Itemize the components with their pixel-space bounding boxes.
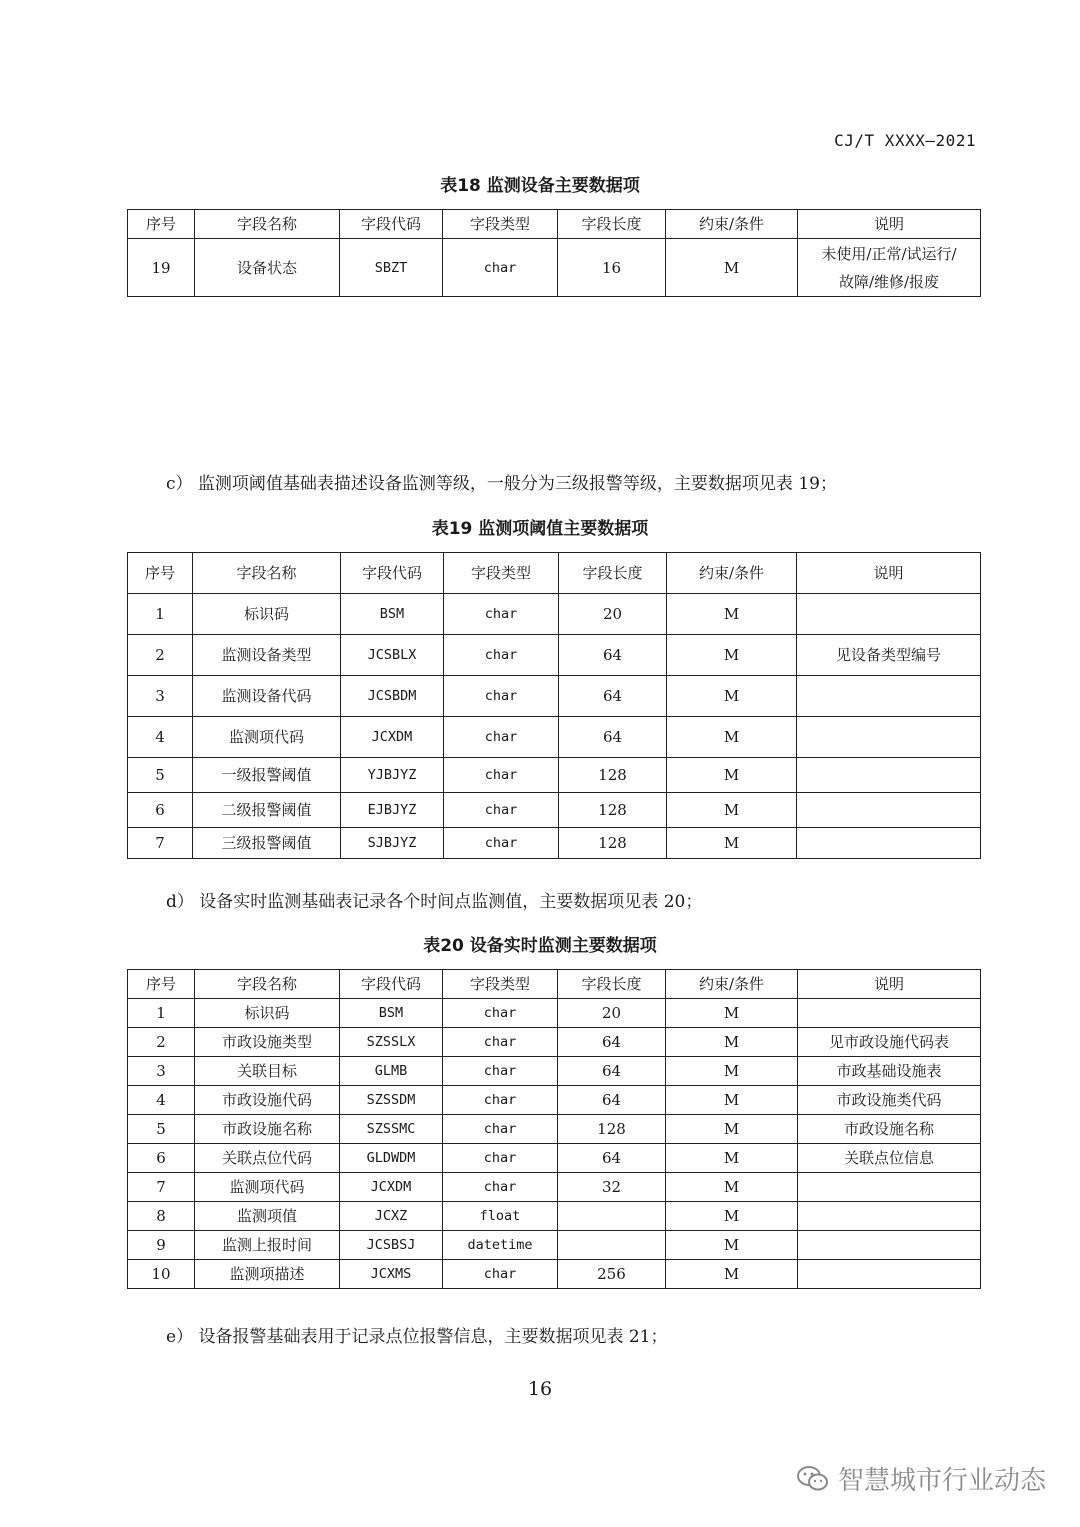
table-cell: 监测设备类型: [193, 635, 341, 676]
table-cell: M: [666, 999, 798, 1028]
table-row: [128, 1173, 981, 1202]
table-cell: M: [666, 1028, 798, 1057]
table-cell: M: [666, 1173, 798, 1202]
wechat-icon: [796, 1464, 830, 1494]
table-row: [128, 1231, 981, 1260]
note-line: 未使用/正常/试运行/: [821, 244, 957, 263]
table-cell: char: [443, 999, 558, 1028]
table-cell: JCSBDM: [341, 676, 444, 717]
column-header: 字段长度: [558, 210, 666, 239]
table-cell: JCXZ: [340, 1202, 443, 1231]
table-cell: [797, 594, 981, 635]
table-row: [128, 1057, 981, 1086]
table-cell: M: [667, 635, 797, 676]
table-cell: char: [443, 1057, 558, 1086]
table-cell: M: [667, 717, 797, 758]
table-cell: 128: [559, 828, 667, 859]
table-cell: M: [666, 1086, 798, 1115]
table-row: [128, 1260, 981, 1289]
table-cell: M: [666, 1231, 798, 1260]
table-cell: 市政设施类代码: [798, 1086, 981, 1115]
column-header: 字段代码: [341, 553, 444, 594]
table20-caption: 表20 设备实时监测主要数据项: [423, 936, 657, 956]
table-cell: 监测项值: [195, 1202, 340, 1231]
paragraph-e: e） 设备报警基础表用于记录点位报警信息，主要数据项见表 21；: [166, 1327, 668, 1347]
table-cell: 64: [558, 1144, 666, 1173]
table-cell: 64: [558, 1028, 666, 1057]
header-row: [128, 210, 981, 239]
table18: [127, 209, 981, 297]
table-cell: 一级报警阈值: [193, 758, 341, 793]
table-cell: [558, 1231, 666, 1260]
table-cell: datetime: [443, 1231, 558, 1260]
table-row: [128, 828, 981, 859]
table-cell: char: [444, 828, 559, 859]
table-cell: M: [666, 1144, 798, 1173]
table-row: [128, 717, 981, 758]
table-cell: 二级报警阈值: [193, 793, 341, 828]
table-cell: 64: [559, 676, 667, 717]
table-cell: 标识码: [193, 594, 341, 635]
table-cell: 19: [128, 239, 195, 297]
table-cell: 1: [128, 999, 195, 1028]
column-header: 字段名称: [195, 210, 340, 239]
column-header: 约束/条件: [666, 210, 798, 239]
table-cell: [798, 999, 981, 1028]
table-cell: BSM: [340, 999, 443, 1028]
table-cell: 1: [128, 594, 193, 635]
table-cell: GLDWDM: [340, 1144, 443, 1173]
table-cell: char: [444, 676, 559, 717]
table-cell: 7: [128, 1173, 195, 1202]
table-cell: 见市政设施代码表: [798, 1028, 981, 1057]
paragraph-d: d） 设备实时监测基础表记录各个时间点监测值，主要数据项见表 20；: [166, 892, 703, 912]
column-header: 说明: [798, 970, 981, 999]
watermark-text: 智慧城市行业动态: [837, 1466, 1046, 1496]
table-cell: JCXDM: [341, 717, 444, 758]
table-cell: SJBJYZ: [341, 828, 444, 859]
table-cell: 关联点位信息: [798, 1144, 981, 1173]
table-row: [128, 793, 981, 828]
table-cell: 3: [128, 676, 193, 717]
table-cell: 128: [559, 758, 667, 793]
header-row: [128, 970, 981, 999]
column-header: 约束/条件: [667, 553, 797, 594]
table-cell: 关联点位代码: [195, 1144, 340, 1173]
column-header: 说明: [798, 210, 981, 239]
column-header: 字段类型: [443, 970, 558, 999]
table-cell: 设备状态: [195, 239, 340, 297]
table-cell: 2: [128, 635, 193, 676]
standard-code: CJ/T XXXX—2021: [834, 131, 976, 150]
table-cell: [798, 1173, 981, 1202]
column-header: 序号: [128, 210, 195, 239]
table-cell: char: [444, 635, 559, 676]
table-cell: char: [443, 1173, 558, 1202]
table-cell: 8: [128, 1202, 195, 1231]
table-cell: 市政设施名称: [195, 1115, 340, 1144]
table-cell: 6: [128, 1144, 195, 1173]
column-header: 字段长度: [558, 970, 666, 999]
table-row: [128, 1144, 981, 1173]
column-header: 字段类型: [443, 210, 558, 239]
table-cell: 64: [559, 635, 667, 676]
table-cell: [797, 793, 981, 828]
table-row: [128, 676, 981, 717]
table-cell: 2: [128, 1028, 195, 1057]
column-header: 字段名称: [195, 970, 340, 999]
table-cell: 64: [558, 1057, 666, 1086]
table-cell: JCXDM: [340, 1173, 443, 1202]
table-cell: EJBJYZ: [341, 793, 444, 828]
table-cell: JCSBSJ: [340, 1231, 443, 1260]
table-cell: [798, 1260, 981, 1289]
table-cell: 市政设施名称: [798, 1115, 981, 1144]
table-cell: 10: [128, 1260, 195, 1289]
table-cell: M: [666, 1057, 798, 1086]
table-cell: 64: [558, 1086, 666, 1115]
column-header: 序号: [128, 970, 195, 999]
table-cell: M: [667, 676, 797, 717]
column-header: 字段名称: [193, 553, 341, 594]
table-cell: 见设备类型编号: [797, 635, 981, 676]
table-cell: [797, 758, 981, 793]
table-cell: 4: [128, 1086, 195, 1115]
paragraph-c: c） 监测项阈值基础表描述设备监测等级，一般分为三级报警等级，主要数据项见表 19；: [166, 474, 837, 494]
table-cell: [798, 1202, 981, 1231]
table-cell: M: [666, 1115, 798, 1144]
table-cell: M: [666, 239, 798, 297]
table-cell: char: [443, 1028, 558, 1057]
table-cell: 监测设备代码: [193, 676, 341, 717]
table-row: [128, 1115, 981, 1144]
table-cell: 32: [558, 1173, 666, 1202]
table-cell: SZSSMC: [340, 1115, 443, 1144]
table-cell: 64: [559, 717, 667, 758]
table-cell: char: [443, 1115, 558, 1144]
table-cell: char: [443, 239, 558, 297]
column-header: 字段代码: [340, 210, 443, 239]
table-cell: 市政设施代码: [195, 1086, 340, 1115]
table-cell: 9: [128, 1231, 195, 1260]
table-cell: JCXMS: [340, 1260, 443, 1289]
table-cell: M: [667, 793, 797, 828]
table-cell: char: [443, 1144, 558, 1173]
table-cell: SZSSLX: [340, 1028, 443, 1057]
table19: [127, 552, 981, 859]
table-cell: [798, 1231, 981, 1260]
table-row: [128, 999, 981, 1028]
table-cell: M: [667, 594, 797, 635]
table-cell: 20: [558, 999, 666, 1028]
table19-caption: 表19 监测项阈值主要数据项: [431, 519, 649, 539]
table-cell: 5: [128, 758, 193, 793]
table-cell: [558, 1202, 666, 1231]
table-cell: YJBJYZ: [341, 758, 444, 793]
table-cell: [798, 239, 981, 297]
table-cell: SZSSDM: [340, 1086, 443, 1115]
table-cell: 128: [559, 793, 667, 828]
column-header: 约束/条件: [666, 970, 798, 999]
table-cell: char: [443, 1260, 558, 1289]
column-header: 序号: [128, 553, 193, 594]
page-number: 16: [527, 1378, 553, 1400]
table-cell: 6: [128, 793, 193, 828]
table-cell: 监测项代码: [195, 1173, 340, 1202]
table-row: [128, 594, 981, 635]
table-cell: 标识码: [195, 999, 340, 1028]
table-cell: BSM: [341, 594, 444, 635]
table-cell: char: [443, 1086, 558, 1115]
table-cell: char: [444, 717, 559, 758]
table20: [127, 969, 981, 1289]
table-cell: 7: [128, 828, 193, 859]
table-cell: M: [667, 828, 797, 859]
table-cell: 3: [128, 1057, 195, 1086]
table-cell: char: [444, 793, 559, 828]
table-cell: 监测项描述: [195, 1260, 340, 1289]
table-cell: 三级报警阈值: [193, 828, 341, 859]
table-cell: 16: [558, 239, 666, 297]
table-row: [128, 239, 981, 297]
table-cell: float: [443, 1202, 558, 1231]
column-header: 字段类型: [444, 553, 559, 594]
table-cell: [797, 676, 981, 717]
table-cell: [797, 717, 981, 758]
table-cell: 监测上报时间: [195, 1231, 340, 1260]
table-cell: JCSBLX: [341, 635, 444, 676]
header-row: [128, 553, 981, 594]
table-cell: 256: [558, 1260, 666, 1289]
table-row: [128, 1028, 981, 1057]
table-cell: 128: [558, 1115, 666, 1144]
table-cell: char: [444, 758, 559, 793]
watermark: [796, 1460, 1046, 1497]
table-cell: 市政基础设施表: [798, 1057, 981, 1086]
table-row: [128, 758, 981, 793]
table-row: [128, 1086, 981, 1115]
table-cell: char: [444, 594, 559, 635]
table-row: [128, 1202, 981, 1231]
table18-caption: 表18 监测设备主要数据项: [440, 176, 640, 196]
table-cell: M: [666, 1202, 798, 1231]
table-row: [128, 635, 981, 676]
table-cell: SBZT: [340, 239, 443, 297]
table-cell: [797, 828, 981, 859]
note-line: 故障/维修/报废: [838, 272, 940, 291]
table-cell: 市政设施类型: [195, 1028, 340, 1057]
table-cell: 5: [128, 1115, 195, 1144]
table-cell: GLMB: [340, 1057, 443, 1086]
column-header: 说明: [797, 553, 981, 594]
column-header: 字段代码: [340, 970, 443, 999]
table-cell: M: [667, 758, 797, 793]
column-header: 字段长度: [559, 553, 667, 594]
table-cell: 关联目标: [195, 1057, 340, 1086]
table-cell: 监测项代码: [193, 717, 341, 758]
table-cell: M: [666, 1260, 798, 1289]
table-cell: 4: [128, 717, 193, 758]
table-cell: 20: [559, 594, 667, 635]
